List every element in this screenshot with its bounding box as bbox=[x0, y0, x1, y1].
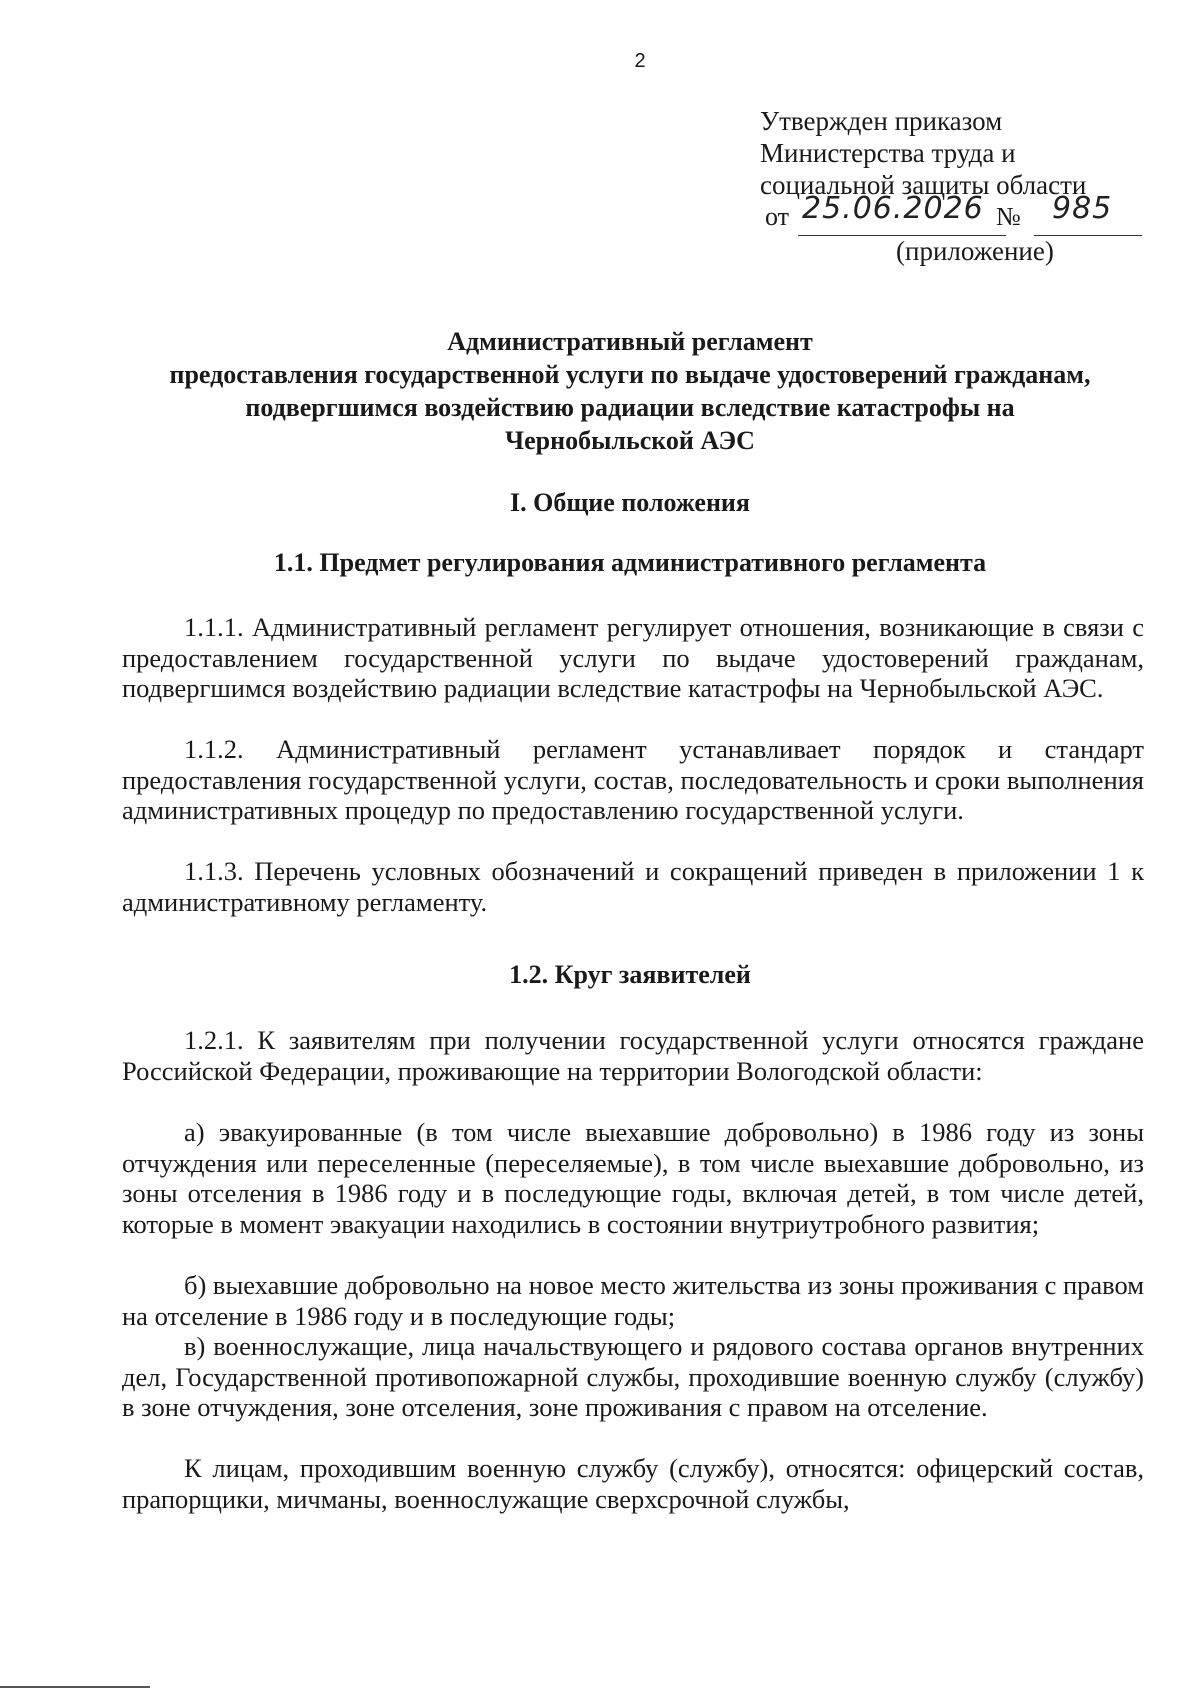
paragraph-text: б) выехавшие добровольно на новое место жительства из зоны проживания с правом на отселение в 1986 году и в последующие годы; bbox=[122, 1270, 1145, 1331]
paragraph-item-a bbox=[122, 1117, 1144, 1239]
order-date-number-line bbox=[760, 191, 1113, 241]
subsection-heading-1-2: 1.2. Круг заявителей bbox=[509, 960, 751, 989]
annex-label: (приложение) bbox=[896, 236, 1054, 266]
approval-stamp bbox=[760, 105, 1113, 241]
approval-line-1: Утвержден приказом bbox=[760, 106, 1003, 136]
title-line-3: подвергшимся воздействию радиации вследствие катастрофы на bbox=[245, 393, 1015, 422]
document-title bbox=[110, 325, 1150, 457]
paragraph-text: а) эвакуированные (в том числе выехавшие добровольно) в 1986 году из зоны отчуждения или переселенные (переселяемые), в том числе выехавшие добровольно, из зоны отселения в 1986 году и в последующие годы, включая детей, в том числе детей, которые в момент эвакуации находились в состоянии внутриутробного развития; bbox=[122, 1117, 1144, 1239]
paragraph-text: 1.1.3. Перечень условных обозначений и сокращений приведен в приложении 1 к административному регламенту. bbox=[122, 856, 1144, 917]
from-label: от bbox=[765, 202, 790, 231]
number-label: № bbox=[996, 202, 1021, 231]
handwritten-number: 985 bbox=[1052, 191, 1113, 226]
scan-edge-line bbox=[0, 1686, 150, 1688]
paragraph-1-2-1 bbox=[122, 1025, 1144, 1086]
title-line-1: Административный регламент bbox=[447, 327, 813, 356]
paragraph-1-1-1 bbox=[122, 612, 1144, 704]
paragraph-text: в) военнослужащие, лица начальствующего и рядового состава органов внутренних дел, Государственной противопожарной службы, проходившие военную службу (службу) в зоне отчуждения, зоне отселения, зоне проживания с правом на отселение. bbox=[122, 1331, 1144, 1422]
paragraph-text: 1.1.2. Административный регламент устанавливает порядок и стандарт предоставления государственной услуги, состав, последовательность и сроки выполнения административных процедур по предоставлению государственной услуги. bbox=[122, 734, 1144, 825]
section-heading-general: I. Общие положения bbox=[510, 488, 750, 517]
paragraph-1-1-2 bbox=[122, 734, 1144, 826]
approval-line-3: социальной защиты области bbox=[760, 170, 1087, 200]
title-line-4: Чернобыльской АЭС bbox=[505, 426, 755, 455]
paragraph-military-service bbox=[122, 1453, 1144, 1514]
subsection-heading-1-1: 1.1. Предмет регулирования административного регламента bbox=[273, 548, 987, 577]
paragraph-text: К лицам, проходившим военную службу (службу), относятся: офицерский состав, прапорщики, мичманы, военнослужащие сверхсрочной службы, bbox=[122, 1453, 1144, 1514]
paragraph-item-v bbox=[122, 1331, 1144, 1423]
paragraph-text: 1.1.1. Административный регламент регулирует отношения, возникающие в связи с предоставлением государственной услуги по выдаче удостоверений гражданам, подвергшимся воздействию радиации вследствие катастрофы на Чернобыльской АЭС. bbox=[122, 612, 1144, 703]
handwritten-date: 25.06.2026 bbox=[802, 191, 984, 226]
approval-line-2: Министерства труда и bbox=[760, 138, 1016, 168]
paragraph-text: 1.2.1. К заявителям при получении государственной услуги относятся граждане Российской Федерации, проживающие на территории Вологодской области: bbox=[122, 1025, 1144, 1086]
paragraph-item-b bbox=[122, 1270, 1144, 1331]
paragraph-1-1-3 bbox=[122, 856, 1144, 917]
title-line-2: предоставления государственной услуги по выдаче удостоверений гражданам, bbox=[169, 360, 1091, 389]
page-number: 2 bbox=[634, 50, 646, 72]
